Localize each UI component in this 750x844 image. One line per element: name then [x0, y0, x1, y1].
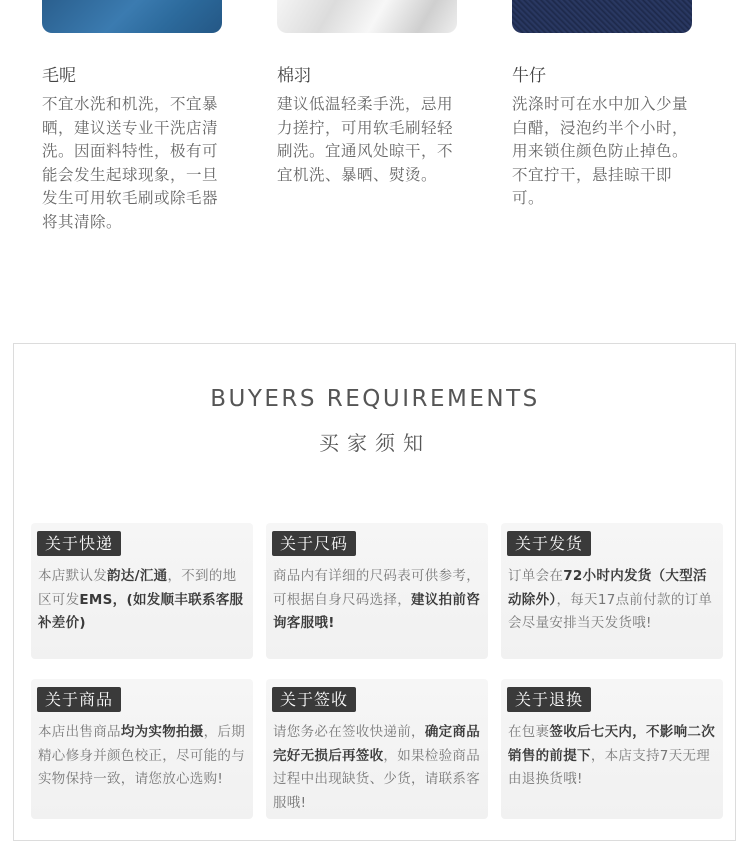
body-text: 订单会在 [508, 568, 564, 584]
req-text-signing [273, 721, 484, 815]
requirements-title-en: BUYERS REQUIREMENTS [210, 386, 540, 412]
emphasized-text: 韵达/汇通 [107, 568, 168, 584]
care-down [277, 63, 467, 187]
req-box-product [31, 679, 253, 819]
req-text-delivery [38, 565, 249, 636]
req-label-returns: 关于退换 [507, 687, 591, 712]
req-label-signing: 关于签收 [272, 687, 356, 712]
emphasized-text: 签收后七天内，不影响二次销售的前提下 [508, 724, 716, 764]
body-text: 本店默认发 [38, 568, 107, 584]
emphasized-text: 建议拍前咨询客服哦! [273, 591, 480, 631]
requirements-title-cn: 买家须知 [319, 431, 431, 455]
care-down-title: 棉羽 [277, 66, 311, 86]
req-box-delivery [31, 523, 253, 659]
body-text: ，如果检验商品过程中出现缺货、少货，请联系客服哦! [273, 747, 481, 811]
care-denim-title: 牛仔 [512, 66, 546, 86]
care-down-text: 建议低温轻柔手洗，忌用力搓拧，可用软毛刷轻轻刷洗。宜通风处晾干，不宜机洗、暴晒、熨烫。 [277, 95, 454, 184]
denim-fabric-swatch [512, 0, 692, 33]
req-text-shipping [508, 565, 719, 636]
req-label-size: 关于尺码 [272, 531, 356, 556]
body-text: 在包裹 [508, 724, 550, 740]
emphasized-text: 均为实物拍摄 [120, 724, 204, 740]
body-text: 商品内有详细的尺码表可供参考，可根据自身尺码选择， [273, 568, 480, 608]
body-text: 本店出售商品 [38, 724, 121, 740]
req-label-delivery: 关于快递 [37, 531, 121, 556]
care-wool [42, 63, 232, 234]
care-denim [512, 63, 702, 211]
emphasized-text: EMS，(如发顺丰联系客服补差价) [38, 591, 244, 631]
req-box-size [266, 523, 488, 659]
emphasized-text: 72小时内发货（大型活动除外） [508, 568, 707, 608]
down-fabric-swatch [277, 0, 457, 33]
body-text: ，每天17点前付款的订单会尽量安排当天发货哦! [508, 591, 713, 631]
req-text-returns [508, 721, 719, 792]
care-wool-text: 不宜水洗和机洗，不宜暴晒，建议送专业干洗店清洗。因面料特性，极有可能会发生起球现象，一旦发生可用软毛刷或除毛器将其清除。 [42, 95, 219, 231]
req-label-product: 关于商品 [37, 687, 121, 712]
req-text-product [38, 721, 249, 792]
care-wool-title: 毛呢 [42, 66, 76, 86]
body-text: 请您务必在签收快递前， [273, 724, 425, 740]
body-text: ，后期精心修身并颜色校正，尽可能的与实物保持一致，请您放心选购! [38, 724, 246, 787]
wool-fabric-swatch [42, 0, 222, 33]
req-box-shipping [501, 523, 723, 659]
body-text: ，本店支持7天无理由退换货哦! [508, 747, 711, 787]
req-label-shipping: 关于发货 [507, 531, 591, 556]
req-box-returns [501, 679, 723, 819]
req-text-size [273, 565, 484, 636]
body-text: ，不到的地区可发 [38, 568, 237, 608]
emphasized-text: 确定商品完好无损后再签收 [273, 724, 481, 764]
req-box-signing [266, 679, 488, 819]
care-denim-text: 洗涤时可在水中加入少量白醋，浸泡约半个小时，用来锁住颜色防止掉色。不宜拧干，悬挂晾干即可。 [512, 95, 689, 207]
